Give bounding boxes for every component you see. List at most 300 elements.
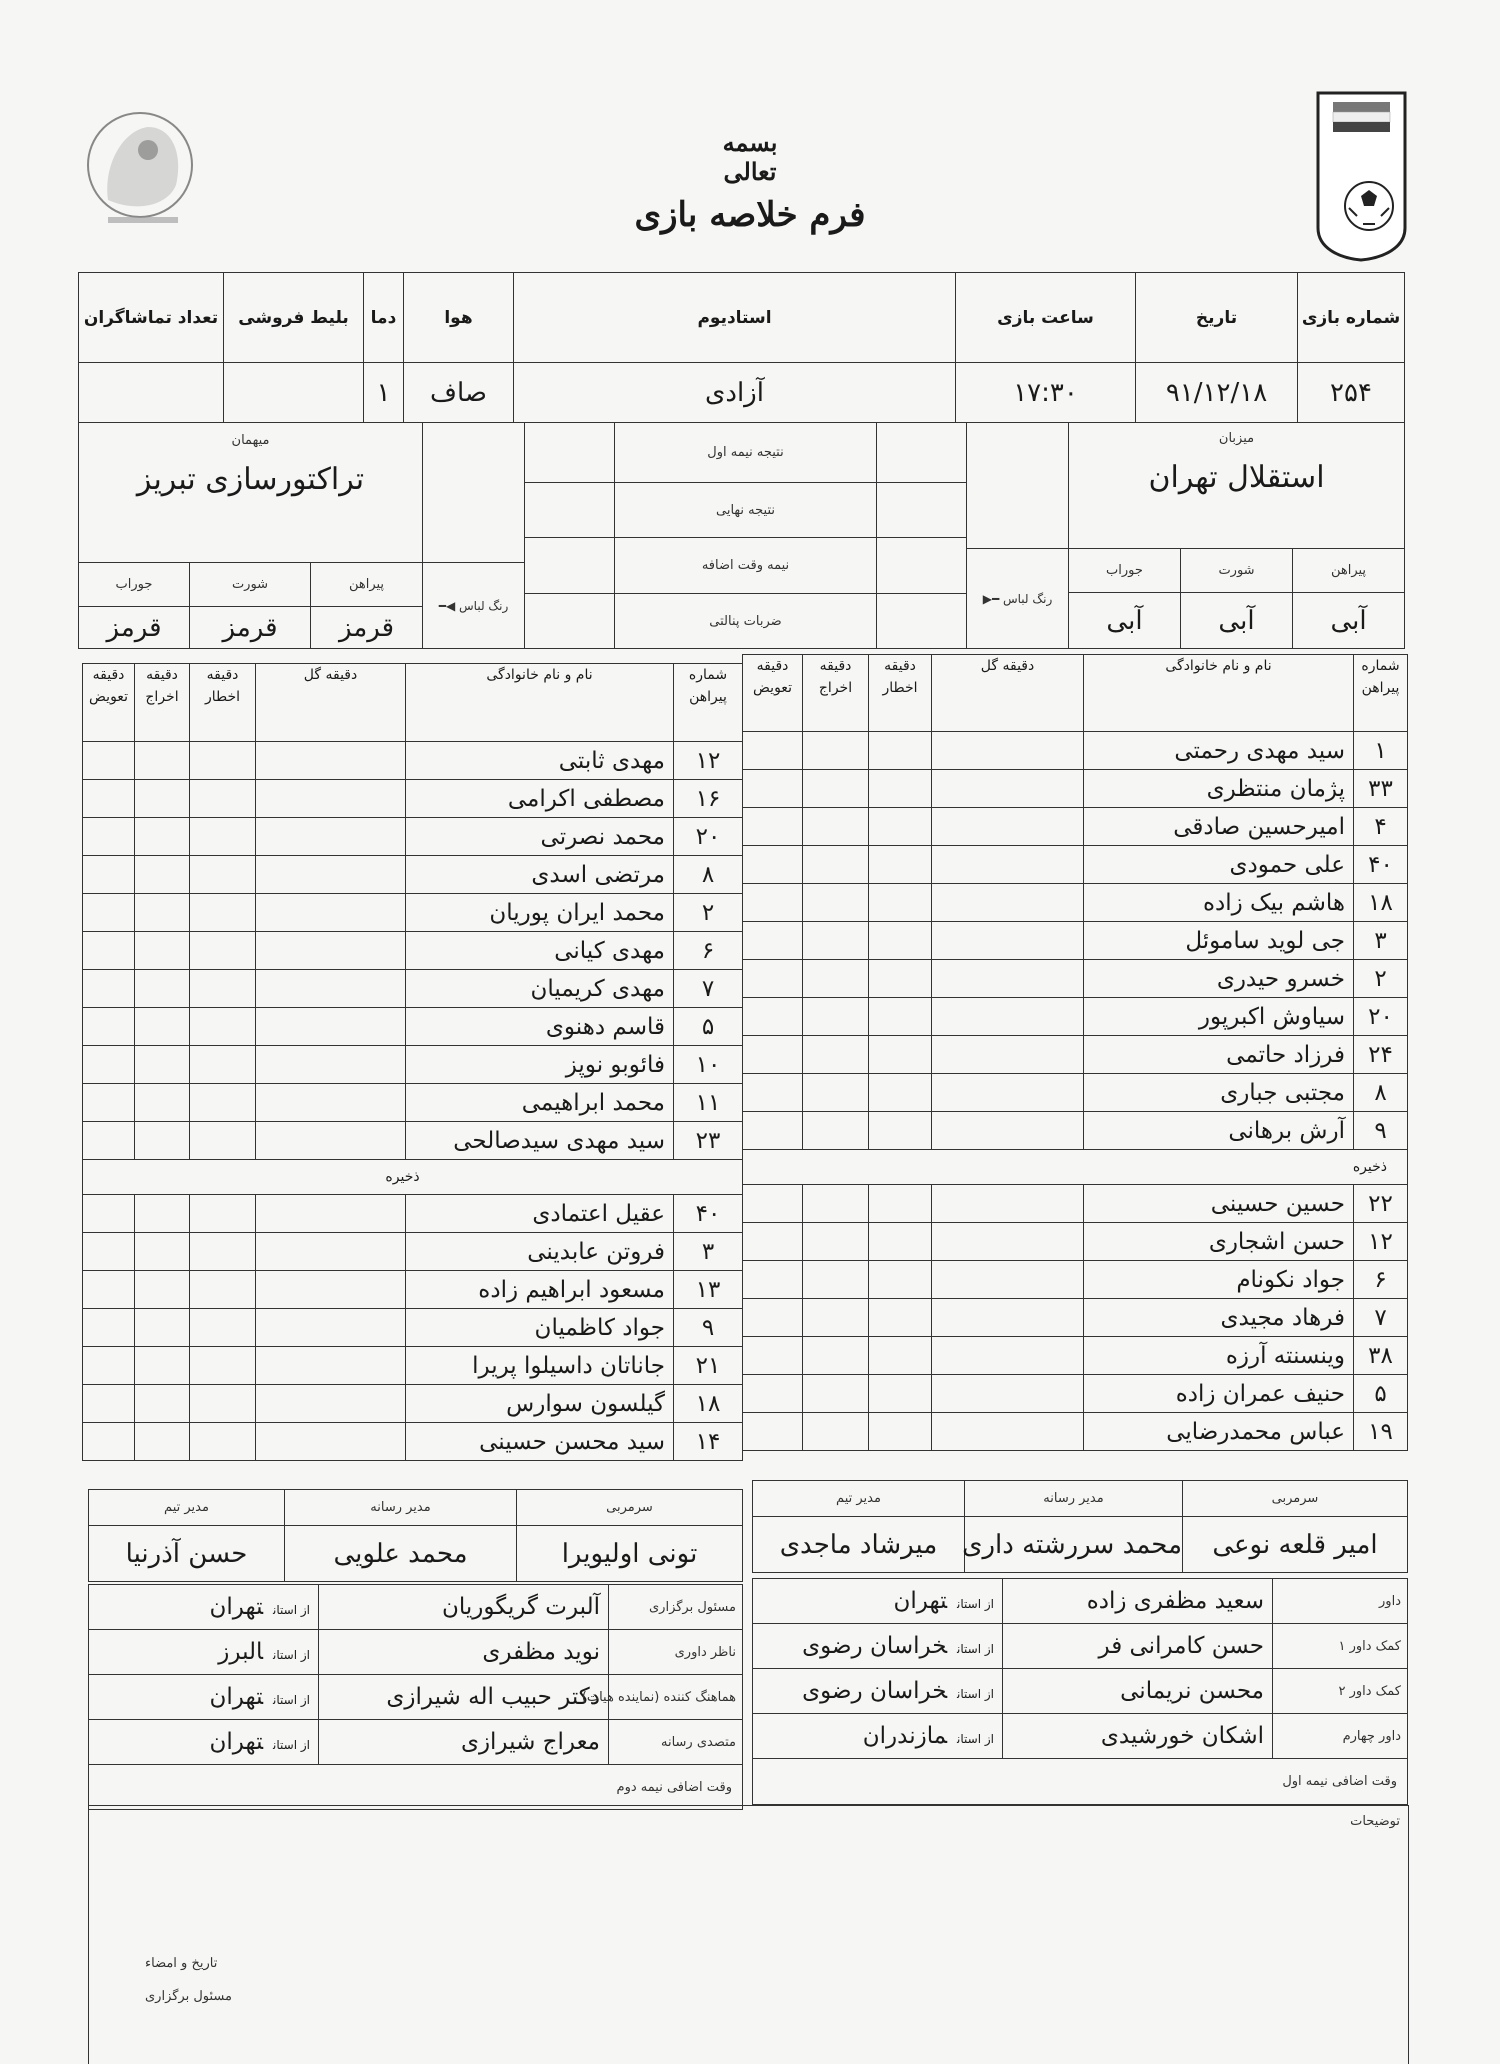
player-name: جاناتان داسیلوا پریرا (406, 1347, 674, 1385)
player-name: محمد نصرتی (406, 818, 674, 856)
warn-cell (190, 894, 256, 932)
player-name: فائوبو نوپز (406, 1046, 674, 1084)
expel-cell (135, 1233, 190, 1271)
warn-cell (190, 970, 256, 1008)
player-number: ۲۴ (1354, 1036, 1408, 1074)
warn-cell (190, 1233, 256, 1271)
sub-cell (743, 1299, 803, 1337)
sub-cell (743, 846, 803, 884)
sub-cell (743, 1112, 803, 1150)
player-number: ۱ (1354, 732, 1408, 770)
expel-cell (135, 1195, 190, 1233)
player-number: ۱۳ (674, 1271, 743, 1309)
host-goal-header: دقیقه گل (932, 655, 1084, 732)
goal-cell (256, 1008, 406, 1046)
province-value: خراسان رضوی (802, 1633, 948, 1659)
warn-cell (190, 742, 256, 780)
player-number: ۴۰ (1354, 846, 1408, 884)
player-number: ۷ (1354, 1299, 1408, 1337)
date-value: ۹۱/۱۲/۱۸ (1136, 363, 1298, 423)
player-number: ۳۸ (1354, 1337, 1408, 1375)
expel-cell (803, 1261, 869, 1299)
official-role: متصدی رسانه (609, 1720, 743, 1765)
guest-coach-label: سرمربی (517, 1490, 743, 1526)
warn-cell (190, 1195, 256, 1233)
warn-cell (190, 856, 256, 894)
province-cell (89, 1585, 319, 1630)
player-name: عباس محمدرضایی (1084, 1413, 1354, 1451)
player-number: ۳۳ (1354, 770, 1408, 808)
player-name: حسن اشجاری (1084, 1223, 1354, 1261)
goal-cell (256, 932, 406, 970)
goal-cell (932, 1337, 1084, 1375)
host-reserve-row (743, 1299, 1408, 1337)
host-starter-row (743, 884, 1408, 922)
host-shirt-header: پیراهن (1293, 549, 1405, 593)
host-starter-row (743, 998, 1408, 1036)
official-name: حسن کامرانی فر (1003, 1624, 1273, 1669)
sub-cell (743, 1413, 803, 1451)
official-role: مسئول برگزاری (609, 1585, 743, 1630)
sub-cell (83, 780, 135, 818)
from-province-label: از استان (957, 1687, 994, 1701)
player-name: وینسنته آرزه (1084, 1337, 1354, 1375)
guest-starter-row (83, 894, 743, 932)
player-name: فرهاد مجیدی (1084, 1299, 1354, 1337)
player-name: خسرو حیدری (1084, 960, 1354, 998)
signature-officer-label: مسئول برگزاری (145, 1989, 232, 2004)
player-name: مرتضی اسدی (406, 856, 674, 894)
player-name: مصطفی اکرامی (406, 780, 674, 818)
guest-reserve-row (83, 1385, 743, 1423)
goal-cell (256, 970, 406, 1008)
warn-cell (869, 1074, 932, 1112)
guest-reserve-row (83, 1347, 743, 1385)
expel-cell (803, 770, 869, 808)
host-number-header: شماره پیراهن (1354, 655, 1408, 732)
warn-cell (190, 1347, 256, 1385)
page-title: فرم خلاصه بازی (634, 195, 866, 235)
warn-cell (190, 1309, 256, 1347)
host-shorts-value: آبی (1181, 593, 1293, 649)
expel-cell (803, 884, 869, 922)
guest-socks-value: قرمز (79, 607, 190, 649)
from-province-label: از استان (273, 1693, 310, 1707)
sub-cell (83, 742, 135, 780)
province-cell (753, 1714, 1003, 1759)
player-name: مجتبی جباری (1084, 1074, 1354, 1112)
warn-cell (869, 1413, 932, 1451)
official-role: کمک داور ۲ (1273, 1669, 1408, 1714)
expel-cell (135, 818, 190, 856)
referee-row (753, 1714, 1408, 1759)
goal-cell (256, 1046, 406, 1084)
sub-cell (83, 1385, 135, 1423)
player-number: ۸ (674, 856, 743, 894)
goal-cell (932, 884, 1084, 922)
warn-cell (869, 1299, 932, 1337)
tickets-value (224, 363, 364, 423)
province-value: تهران (209, 1684, 264, 1710)
player-number: ۱۰ (674, 1046, 743, 1084)
player-name: گیلسون سوارس (406, 1385, 674, 1423)
player-number: ۴ (1354, 808, 1408, 846)
host-reserve-row (743, 1375, 1408, 1413)
warn-cell (190, 1008, 256, 1046)
warn-cell (869, 960, 932, 998)
sub-cell (83, 1008, 135, 1046)
goal-cell (932, 1074, 1084, 1112)
guest-manager-label: مدیر تیم (89, 1490, 285, 1526)
province-cell (753, 1579, 1003, 1624)
referees-table (752, 1578, 1408, 1805)
from-province-label: از استان (957, 1597, 994, 1611)
sub-cell (83, 1195, 135, 1233)
arrow-left-icon: ◀━ (438, 598, 456, 613)
from-province-label: از استان (273, 1738, 310, 1752)
stadium-value: آزادی (514, 363, 956, 423)
guest-team-name: تراکتورسازی تبریز (136, 462, 365, 497)
time-header: ساعت بازی (956, 273, 1136, 363)
stadium-header: استادیوم (514, 273, 956, 363)
spectators-value (79, 363, 224, 423)
organizer-row (89, 1720, 743, 1765)
expel-cell (135, 780, 190, 818)
player-name: امیرحسین صادقی (1084, 808, 1354, 846)
official-role: کمک داور ۱ (1273, 1624, 1408, 1669)
goal-cell (932, 1185, 1084, 1223)
guest-shorts-header: شورت (190, 563, 311, 607)
goal-cell (932, 922, 1084, 960)
goal-cell (932, 808, 1084, 846)
expel-cell (803, 922, 869, 960)
warn-cell (869, 732, 932, 770)
host-players-table (742, 654, 1408, 1451)
expel-cell (803, 1112, 869, 1150)
player-name: علی حمودی (1084, 846, 1354, 884)
sub-cell (743, 960, 803, 998)
goal-cell (256, 1309, 406, 1347)
guest-starter-row (83, 742, 743, 780)
player-number: ۳ (1354, 922, 1408, 960)
host-manager-name: میرشاد ماجدی (753, 1517, 965, 1573)
expel-cell (803, 1074, 869, 1112)
warn-cell (190, 1046, 256, 1084)
goal-cell (932, 960, 1084, 998)
guest-starter-row (83, 970, 743, 1008)
player-number: ۱۸ (1354, 884, 1408, 922)
final-result-label: نتیجه نهایی (615, 483, 877, 538)
warn-cell (869, 846, 932, 884)
guest-reserve-row (83, 1271, 743, 1309)
host-starter-row (743, 1074, 1408, 1112)
player-number: ۱۱ (674, 1084, 743, 1122)
warn-cell (869, 1337, 932, 1375)
expel-cell (135, 1084, 190, 1122)
guest-number-header: شماره پیراهن (674, 664, 743, 742)
bismillah-text: بسمه تعالی (722, 128, 778, 186)
goal-cell (256, 894, 406, 932)
player-number: ۲۳ (674, 1122, 743, 1160)
notes-box (88, 1805, 1409, 2064)
player-name: جواد کاظمیان (406, 1309, 674, 1347)
sub-cell (743, 770, 803, 808)
host-reserve-row (743, 1413, 1408, 1451)
expel-cell (803, 960, 869, 998)
guest-starter-row (83, 932, 743, 970)
province-cell (89, 1630, 319, 1675)
host-socks-value: آبی (1069, 593, 1181, 649)
guest-team-panel (78, 422, 525, 649)
sub-cell (743, 922, 803, 960)
temp-value: ۱ (364, 363, 404, 423)
arrow-right-icon: ━▶ (982, 591, 1000, 606)
lion-emblem-logo (78, 105, 198, 235)
player-number: ۶ (1354, 1261, 1408, 1299)
warn-cell (869, 1375, 932, 1413)
expel-cell (135, 1271, 190, 1309)
notes-label: توضیحات (1350, 1814, 1400, 1829)
expel-cell (803, 808, 869, 846)
player-name: مسعود ابراهیم زاده (406, 1271, 674, 1309)
sub-cell (743, 998, 803, 1036)
host-label: میزبان (1218, 431, 1255, 446)
warn-cell (869, 808, 932, 846)
province-value: تهران (209, 1729, 264, 1755)
sub-cell (83, 1309, 135, 1347)
official-role: هماهنگ کننده (نماینده هیات) (609, 1675, 743, 1720)
guest-media-name: محمد علویی (285, 1526, 517, 1582)
tickets-header: بلیط فروشی (224, 273, 364, 363)
player-name: جی لوید ساموئل (1084, 922, 1354, 960)
sub-cell (83, 970, 135, 1008)
match-no-value: ۲۵۴ (1298, 363, 1405, 423)
player-name: حنیف عمران زاده (1084, 1375, 1354, 1413)
player-name: فروتن عابدینی (406, 1233, 674, 1271)
sub-cell (743, 1074, 803, 1112)
warn-cell (190, 932, 256, 970)
expel-cell (135, 1385, 190, 1423)
host-coach-label: سرمربی (1183, 1481, 1408, 1517)
expel-cell (135, 1046, 190, 1084)
sub-cell (743, 884, 803, 922)
goal-cell (932, 1112, 1084, 1150)
player-name: حسین حسینی (1084, 1185, 1354, 1223)
signature-date-label: تاریخ و امضاء (145, 1956, 218, 1971)
sub-cell (743, 1036, 803, 1074)
goal-cell (256, 1122, 406, 1160)
player-number: ۶ (674, 932, 743, 970)
sub-cell (83, 1233, 135, 1271)
time-value: ۱۷:۳۰ (956, 363, 1136, 423)
player-name: آرش برهانی (1084, 1112, 1354, 1150)
sub-cell (743, 1337, 803, 1375)
organizer-row (89, 1630, 743, 1675)
expel-cell (135, 1122, 190, 1160)
guest-starter-row (83, 1122, 743, 1160)
expel-cell (803, 1337, 869, 1375)
player-name: پژمان منتظری (1084, 770, 1354, 808)
player-number: ۵ (1354, 1375, 1408, 1413)
sub-cell (83, 818, 135, 856)
guest-warn-header: دقیقه اخطار (190, 664, 256, 742)
expel-cell (135, 932, 190, 970)
sub-cell (83, 1271, 135, 1309)
guest-kit-label: رنگ لباس (459, 598, 509, 613)
player-name: فرزاد حاتمی (1084, 1036, 1354, 1074)
goal-cell (932, 770, 1084, 808)
host-team-panel (966, 422, 1405, 649)
guest-reserve-row (83, 1423, 743, 1461)
host-staff-table (752, 1480, 1408, 1573)
player-name: محمد ایران پوریان (406, 894, 674, 932)
warn-cell (190, 1271, 256, 1309)
sub-cell (83, 1122, 135, 1160)
player-number: ۱۶ (674, 780, 743, 818)
province-value: تهران (209, 1594, 264, 1620)
warn-cell (869, 770, 932, 808)
temp-header: دما (364, 273, 404, 363)
host-starter-row (743, 808, 1408, 846)
host-reserve-row (743, 1337, 1408, 1375)
expel-cell (803, 1375, 869, 1413)
extra-second-half-label: وقت اضافی نیمه دوم (616, 1779, 732, 1795)
penalties-label: ضربات پنالتی (615, 594, 877, 649)
guest-starter-row (83, 1008, 743, 1046)
expel-cell (803, 846, 869, 884)
official-name: معراج شیرازی (319, 1720, 609, 1765)
extra-first-half-label: وقت اضافی نیمه اول (1282, 1774, 1397, 1789)
host-starter-row (743, 1036, 1408, 1074)
referee-row (753, 1669, 1408, 1714)
expel-cell (135, 970, 190, 1008)
from-province-label: از استان (957, 1642, 994, 1656)
expel-cell (135, 1309, 190, 1347)
host-starter-row (743, 1112, 1408, 1150)
host-reserve-row (743, 1185, 1408, 1223)
official-name: آلبرت گریگوریان (319, 1585, 609, 1630)
player-number: ۱۹ (1354, 1413, 1408, 1451)
expel-cell (803, 998, 869, 1036)
sub-cell (743, 1223, 803, 1261)
guest-reserve-row (83, 1309, 743, 1347)
official-role: ناظر داوری (609, 1630, 743, 1675)
official-name: نوید مظفری (319, 1630, 609, 1675)
player-name: سید مهدی رحمتی (1084, 732, 1354, 770)
guest-label: میهمان (231, 433, 270, 448)
organizers-table (88, 1584, 743, 1810)
goal-cell (256, 1195, 406, 1233)
guest-socks-header: جوراب (79, 563, 190, 607)
player-number: ۲۰ (1354, 998, 1408, 1036)
referee-row (753, 1579, 1408, 1624)
official-name: اشکان خورشیدی (1003, 1714, 1273, 1759)
host-warn-header: دقیقه اخطار (869, 655, 932, 732)
guest-reserve-label: ذخیره (385, 1169, 420, 1185)
expel-cell (803, 1299, 869, 1337)
warn-cell (190, 1122, 256, 1160)
guest-starter-row (83, 856, 743, 894)
official-name: دکتر حبیب اله شیرازی (319, 1675, 609, 1720)
player-name: مهدی ثابتی (406, 742, 674, 780)
match-info-table (78, 272, 1405, 423)
player-number: ۳ (674, 1233, 743, 1271)
weather-value: صاف (404, 363, 514, 423)
organizer-row (89, 1675, 743, 1720)
player-number: ۲ (674, 894, 743, 932)
sub-cell (743, 1375, 803, 1413)
sub-cell (83, 856, 135, 894)
expel-cell (803, 1223, 869, 1261)
expel-cell (135, 894, 190, 932)
first-half-result-label: نتیجه نیمه اول (615, 423, 877, 483)
official-role: داور (1273, 1579, 1408, 1624)
expel-cell (803, 1036, 869, 1074)
guest-starter-row (83, 1084, 743, 1122)
host-coach-name: امیر قلعه نوعی (1183, 1517, 1408, 1573)
player-number: ۲۲ (1354, 1185, 1408, 1223)
official-role: داور چهارم (1273, 1714, 1408, 1759)
goal-cell (932, 1413, 1084, 1451)
player-number: ۸ (1354, 1074, 1408, 1112)
guest-goal-header: دقیقه گل (256, 664, 406, 742)
player-number: ۴۰ (674, 1195, 743, 1233)
host-kit-label: رنگ لباس (1003, 591, 1053, 606)
official-name: سعید مظفری زاده (1003, 1579, 1273, 1624)
weather-header: هوا (404, 273, 514, 363)
sub-cell (83, 894, 135, 932)
player-number: ۷ (674, 970, 743, 1008)
warn-cell (190, 818, 256, 856)
guest-coach-name: تونی اولیویرا (517, 1526, 743, 1582)
guest-expel-header: دقیقه اخراج (135, 664, 190, 742)
host-name-header: نام و نام خانوادگی (1084, 655, 1354, 732)
warn-cell (869, 884, 932, 922)
guest-shirt-value: قرمز (311, 607, 423, 649)
host-reserve-row (743, 1223, 1408, 1261)
player-name: سیاوش اکبرپور (1084, 998, 1354, 1036)
sub-cell (83, 1046, 135, 1084)
goal-cell (932, 1299, 1084, 1337)
warn-cell (869, 922, 932, 960)
sub-cell (743, 1261, 803, 1299)
guest-reserve-row (83, 1195, 743, 1233)
expel-cell (135, 1347, 190, 1385)
province-value: تهران (893, 1588, 948, 1614)
expel-cell (135, 1423, 190, 1461)
host-reserve-row (743, 1261, 1408, 1299)
host-media-label: مدیر رسانه (965, 1481, 1183, 1517)
from-province-label: از استان (957, 1732, 994, 1746)
expel-cell (135, 742, 190, 780)
expel-cell (803, 1413, 869, 1451)
warn-cell (869, 1036, 932, 1074)
player-name: جواد نکونام (1084, 1261, 1354, 1299)
spectators-header: تعداد تماشاگران (79, 273, 224, 363)
guest-shorts-value: قرمز (190, 607, 311, 649)
player-number: ۱۲ (1354, 1223, 1408, 1261)
warn-cell (190, 1423, 256, 1461)
host-team-name: استقلال تهران (1148, 460, 1325, 495)
goal-cell (932, 1036, 1084, 1074)
province-cell (89, 1675, 319, 1720)
player-number: ۲۰ (674, 818, 743, 856)
province-value: مازندران (862, 1723, 948, 1749)
province-value: خراسان رضوی (802, 1678, 948, 1704)
player-name: سید مهدی سیدصالحی (406, 1122, 674, 1160)
player-number: ۲۱ (674, 1347, 743, 1385)
warn-cell (190, 1084, 256, 1122)
